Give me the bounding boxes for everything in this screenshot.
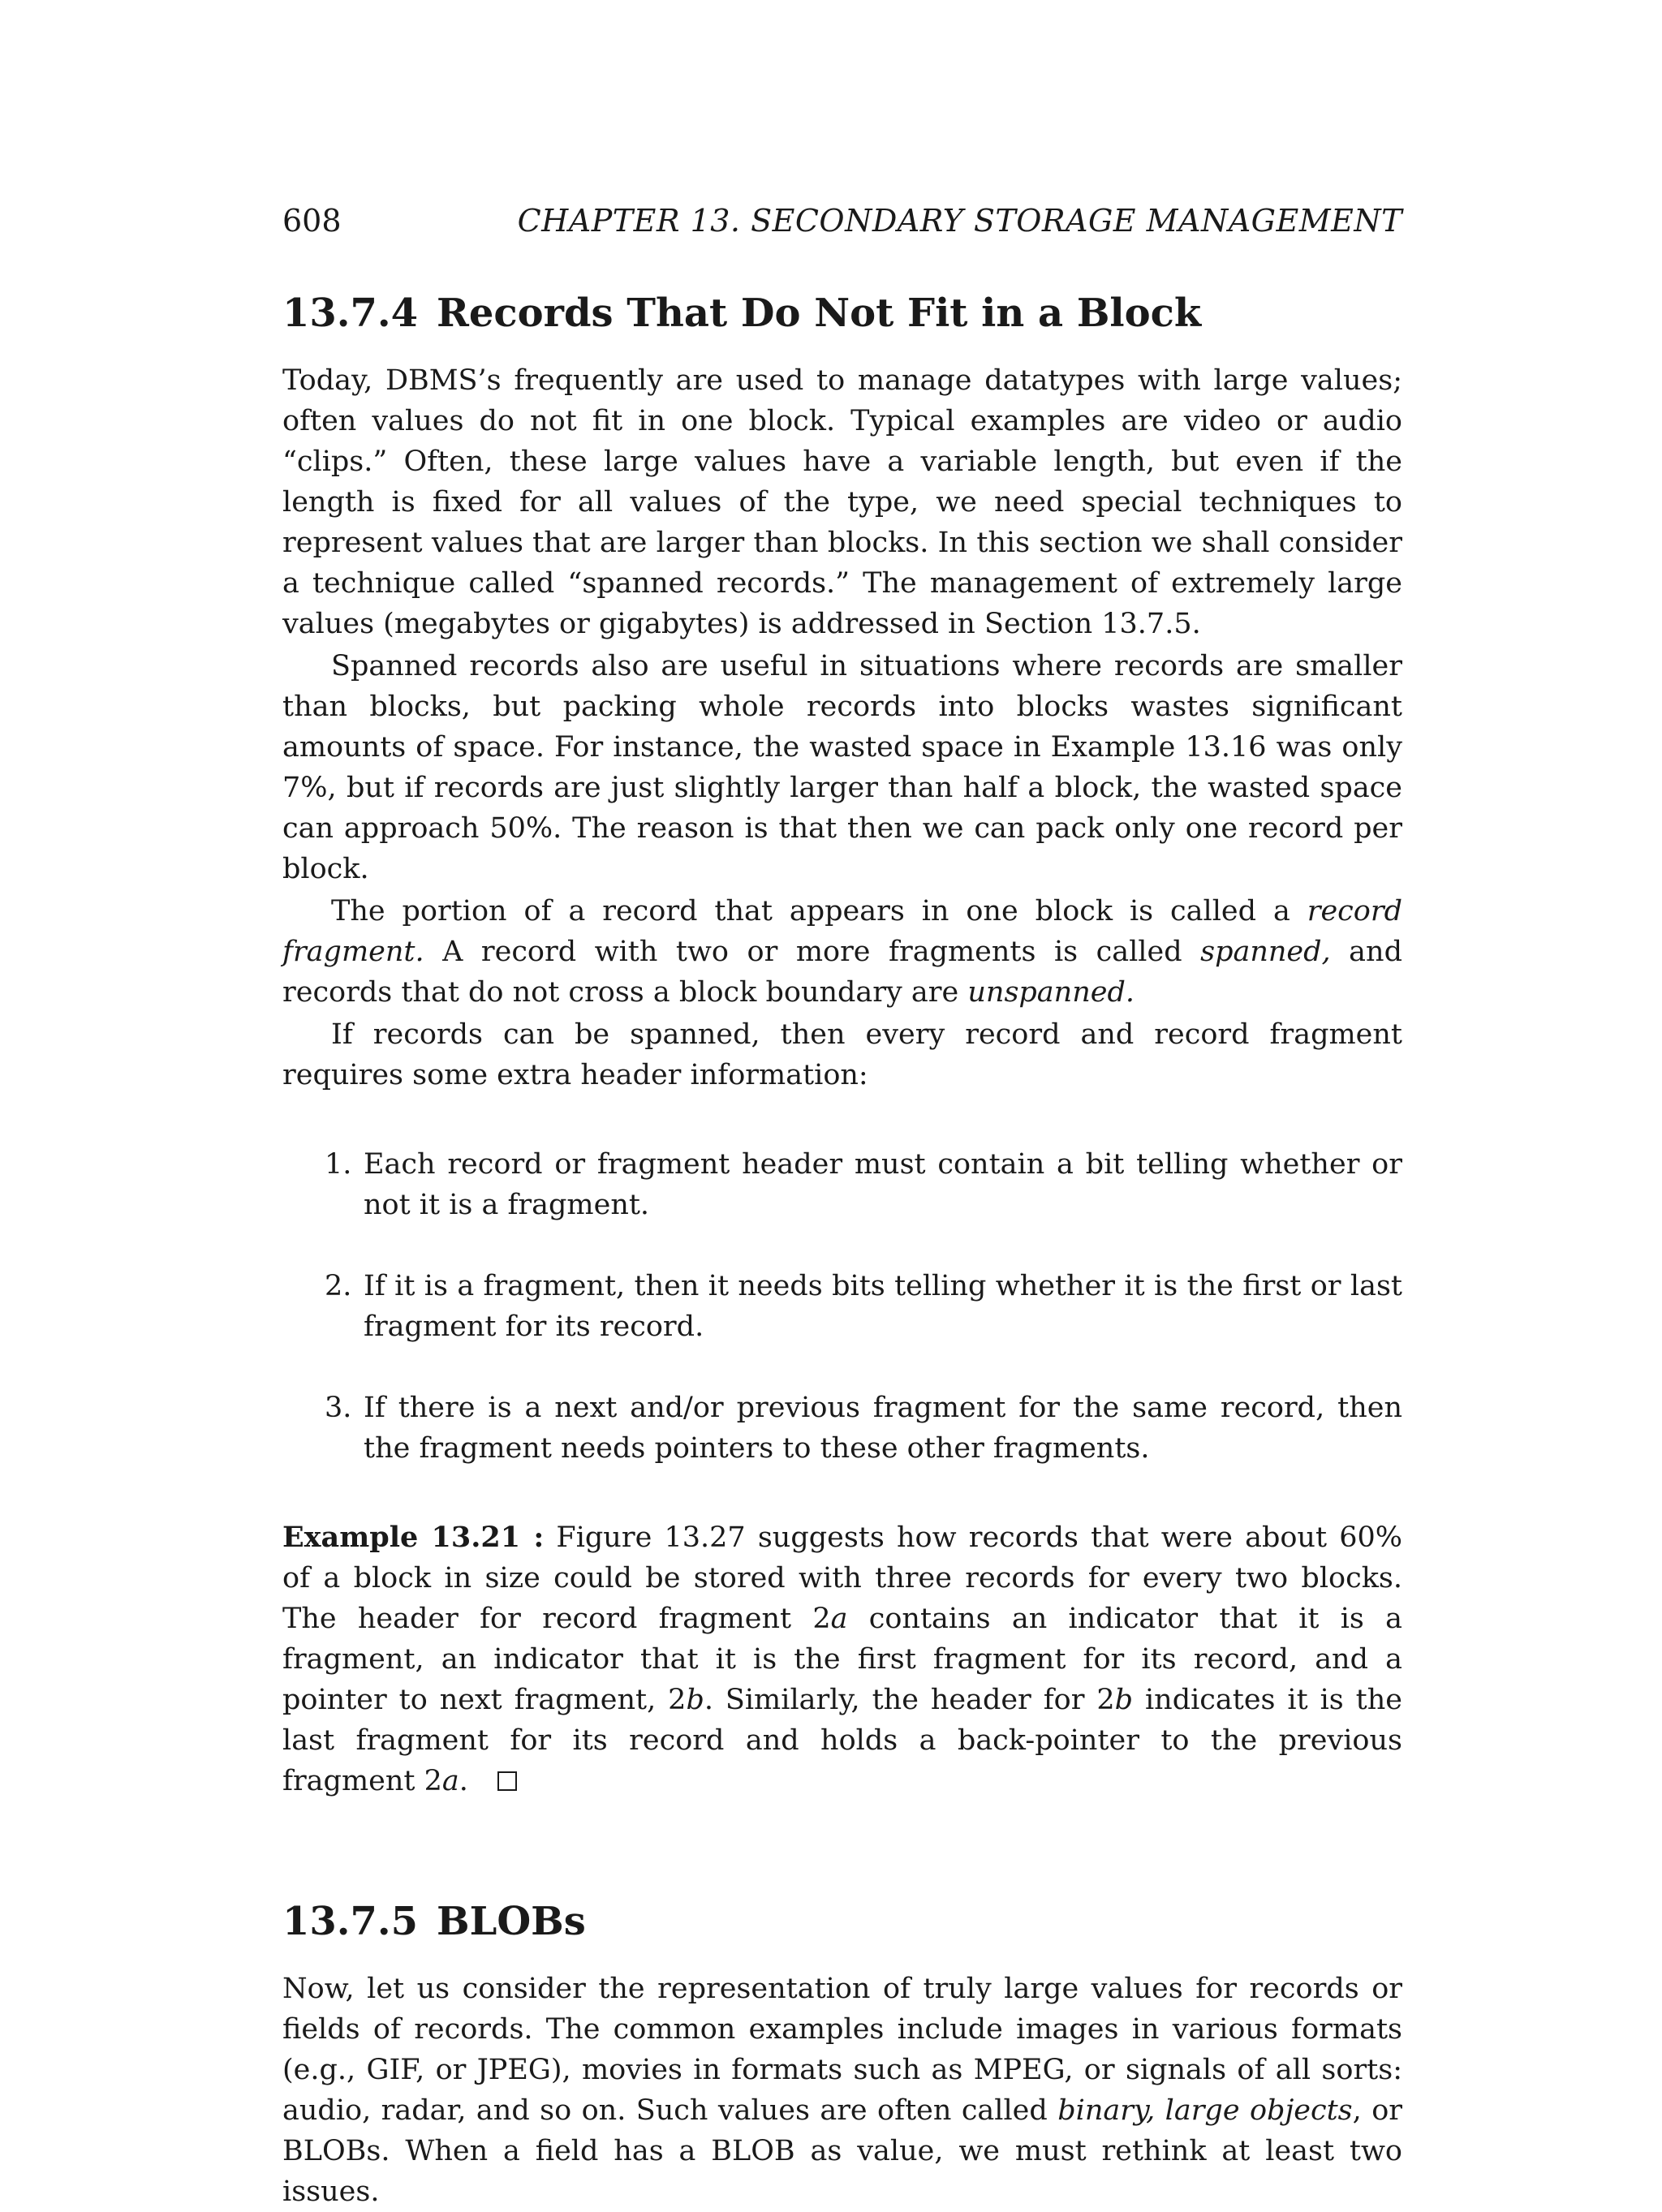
header-requirements-list [282, 1144, 1402, 1469]
section-title: Records That Do Not Fit in a Block [437, 290, 1202, 336]
section-number: 13.7.5 [282, 1899, 419, 1944]
text-run: Now, let us consider the representation of truly large values for records or fields of records. The common examples include images in various formats (e.g., GIF, or JPEG), movies in formats such as MPEG, or signals of all sorts: audio, radar, and so on. Such values are often called [282, 1973, 1402, 2127]
paragraph-record-fragment [282, 891, 1402, 1013]
text-run: , or BLOBs. When a field has a BLOB as value, we must rethink at least two issues. [282, 2094, 1403, 2208]
paragraph-spanned-usefulness: Spanned records also are useful in situations where records are smaller than blocks, but packing whole records into blocks wastes significant amounts of space. For instance, the wasted space in Example 13.16 was only 7%, but if records are just slightly larger than half a block, the wasted space can approach 50%. The reason is that then we can pack only one record per block. [282, 650, 1402, 885]
term-binary-large-objects: binary, large objects [1057, 2094, 1353, 2127]
paragraph-header-info: If records can be spanned, then every record and record fragment requires some extra header information: [282, 1018, 1402, 1091]
text-run: The portion of a record that appears in one block is called a [331, 895, 1307, 927]
section-title: BLOBs [437, 1899, 586, 1944]
term-record-fragment: record fragment. [282, 895, 1402, 968]
list-item-number: 1. [325, 1148, 352, 1181]
text-run: . [459, 1765, 468, 1797]
list-item-text: If it is a fragment, then it needs bits telling whether it is the first or last fragment for its record. [364, 1270, 1402, 1343]
page [282, 203, 1402, 2212]
list-item [282, 1266, 1402, 1347]
text-run: and records that do not cross a block boundary are [282, 936, 1402, 1009]
list-item-number: 2. [325, 1270, 352, 1302]
text-run: . Similarly, the header for 2 [704, 1684, 1115, 1716]
section-number: 13.7.4 [282, 290, 419, 336]
list-item-text: If there is a next and/or previous fragment for the same record, then the fragment needs pointers to these other fragments. [364, 1392, 1402, 1465]
text-run: contains an indicator that it is a fragment, an indicator that it is the first fragment for its record, and a pointer to next fragment, 2 [282, 1603, 1402, 1716]
math-var: b [686, 1684, 704, 1716]
paragraph-blobs [282, 1969, 1402, 2212]
running-head [282, 203, 1402, 252]
text-run: A record with two or more fragments is called [424, 936, 1201, 968]
term-spanned: spanned, [1200, 936, 1331, 968]
section-heading-blobs [282, 1899, 1402, 1944]
paragraph-intro: Today, DBMS’s frequently are used to manage datatypes with large values; often values do not fit in one block. Typical examples are video or audio “clips.” Often, these large values have a variable length, but even if the length is fixed for all values of the type, we need special techniques to represent values that are larger than blocks. In this section we shall consider a technique called “spanned records.” The management of extremely large values (megabytes or gigabytes) is addressed in Section 13.7.5. [282, 364, 1402, 640]
text-run: indicates it is the last fragment for its record and holds a back-pointer to the previous fragment 2 [282, 1684, 1402, 1797]
example-13-21 [282, 1517, 1402, 1801]
term-unspanned: unspanned. [967, 976, 1135, 1009]
math-var: b [1114, 1684, 1134, 1716]
text-run: Figure 13.27 suggests how records that were about 60% of a block in size could be stored with three records for every two blocks. The header for record fragment 2 [282, 1521, 1402, 1635]
list-item-number: 3. [325, 1392, 352, 1424]
math-var: a [441, 1765, 459, 1797]
page-number: 608 [282, 203, 342, 239]
chapter-title: CHAPTER 13. SECONDARY STORAGE MANAGEMENT [517, 203, 1402, 239]
example-label: Example 13.21 : [282, 1521, 545, 1554]
list-item [282, 1144, 1402, 1225]
list-item [282, 1388, 1402, 1469]
end-of-example-box-icon [497, 1771, 517, 1791]
section-heading-records-not-fit [282, 290, 1402, 336]
math-var: a [830, 1603, 848, 1635]
list-item-text: Each record or fragment header must contain a bit telling whether or not it is a fragment. [364, 1148, 1402, 1221]
